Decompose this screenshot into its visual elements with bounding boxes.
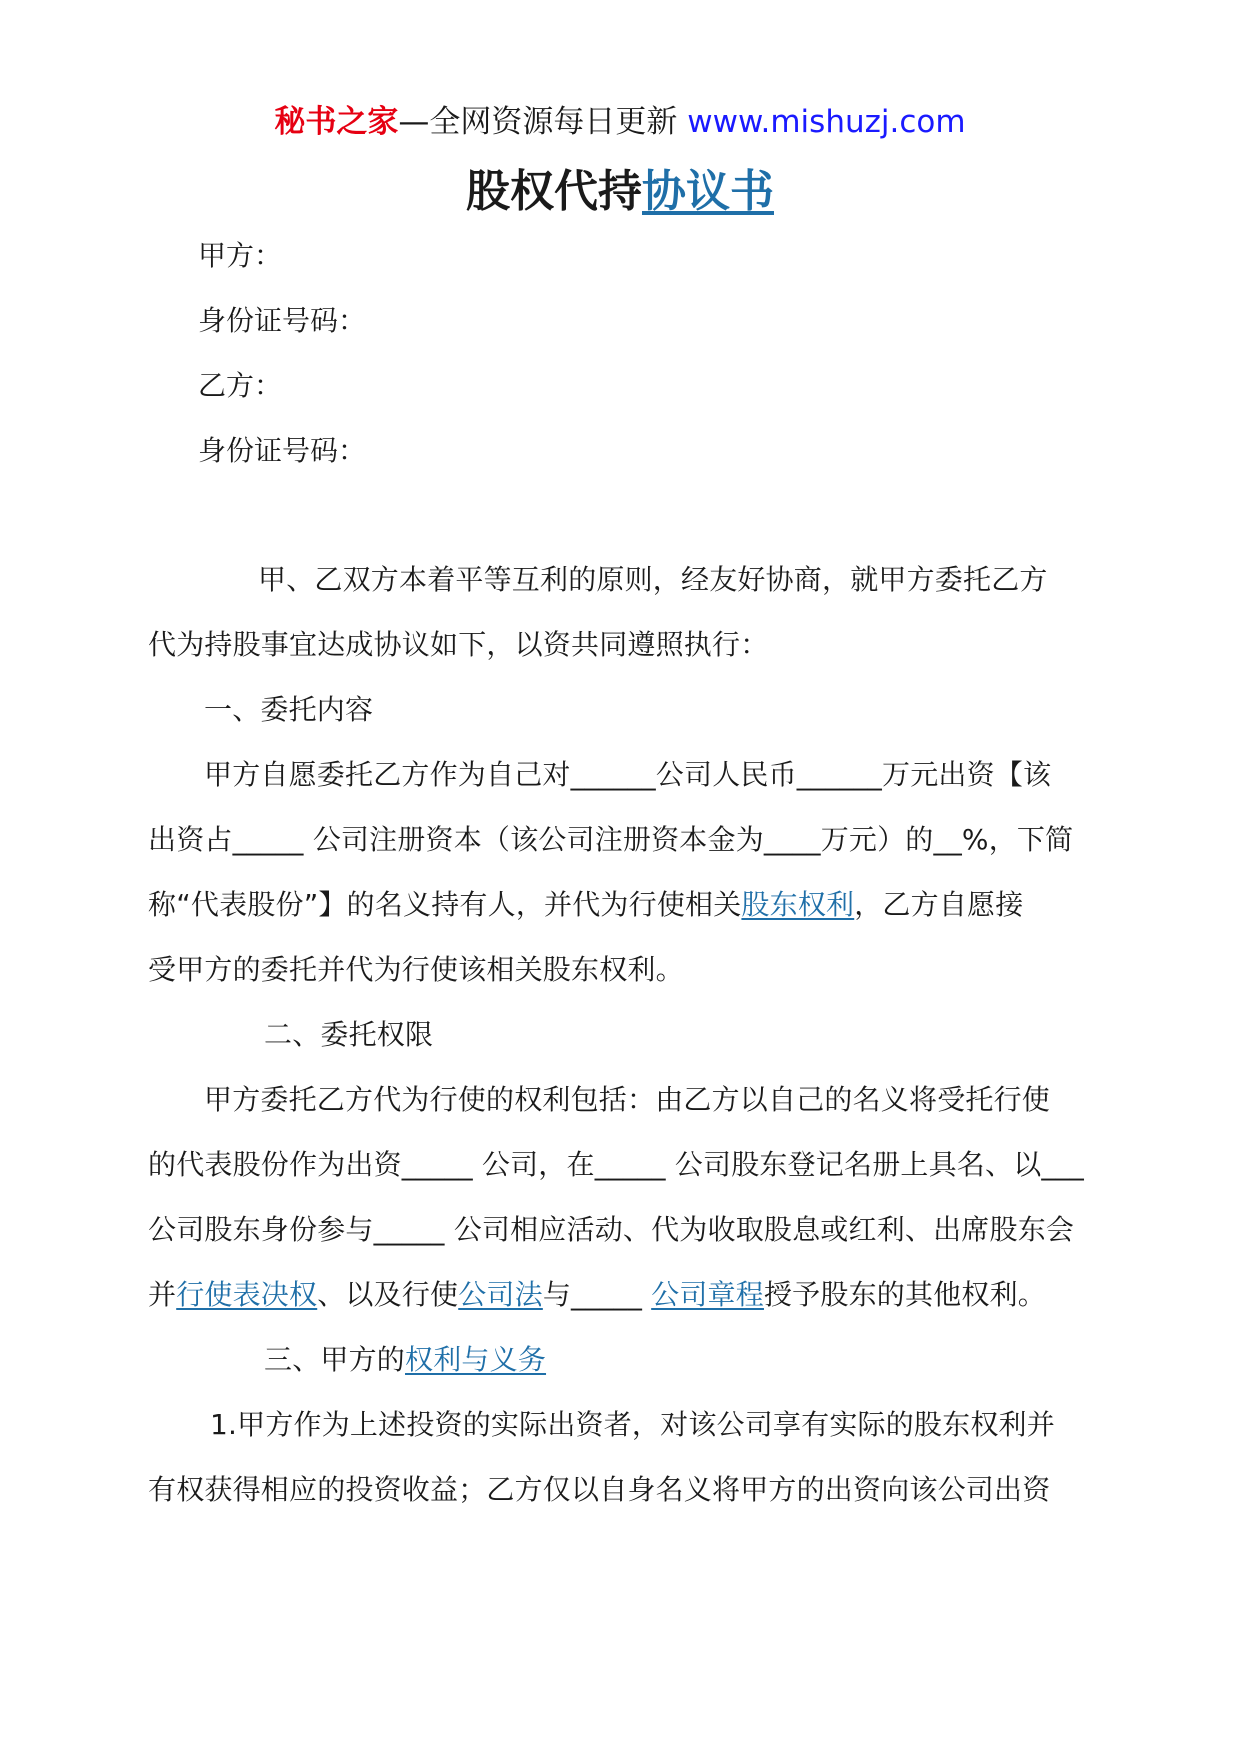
section-1-line: 出资占_____ 公司注册资本（该公司注册资本金为____万元）的__%，下简: [148, 823, 1074, 856]
section-3-line: 有权获得相应的投资收益；乙方仅以自身名义将甲方的出资向该公司出资: [148, 1473, 1051, 1506]
text-run: 授予股东的其他权利。: [763, 1278, 1046, 1311]
party-a-label: 甲方：: [198, 239, 283, 272]
section-1: [148, 677, 1098, 1002]
section-2-line: 公司股东身份参与_____ 公司相应活动、代为收取股息或红利、出席股东会: [148, 1213, 1075, 1246]
section-3: [148, 1327, 1098, 1522]
header-slogan: —全网资源每日更新: [398, 104, 688, 140]
document-title: [0, 162, 1240, 222]
section-2-line: 甲方委托乙方代为行使的权利包括：由乙方以自己的名义将受托行使: [204, 1083, 1051, 1116]
company-law-link[interactable]: 公司法: [458, 1278, 543, 1311]
text-run: 与_____: [542, 1278, 652, 1311]
section-3-line: 1.甲方作为上述投资的实际出资者，对该公司享有实际的股东权利并: [210, 1408, 1055, 1441]
text-run: ，乙方自愿接: [854, 888, 1024, 921]
text-run: 三、甲方的: [264, 1343, 406, 1376]
text-run: 称“代表股份”】的名义持有人，并代为行使相关: [148, 888, 742, 921]
title-text: 股权代持: [466, 166, 642, 217]
party-b-id-label: 身份证号码：: [198, 434, 367, 467]
intro-line: 甲、乙双方本着平等互利的原则，经友好协商，就甲方委托乙方: [258, 563, 1048, 596]
rights-obligations-link[interactable]: 权利与义务: [405, 1343, 547, 1376]
site-url[interactable]: www.mishuzj.com: [687, 104, 966, 140]
section-1-line: 受甲方的委托并代为行使该相关股东权利。: [148, 953, 684, 986]
text-run: 并: [148, 1278, 177, 1311]
party-a-id-label: 身份证号码：: [198, 304, 367, 337]
voting-rights-link[interactable]: 行使表决权: [176, 1278, 318, 1311]
shareholder-rights-link[interactable]: 股东权利: [741, 888, 855, 921]
section-1-line: [148, 872, 1098, 937]
party-b-label: 乙方：: [198, 369, 283, 402]
title-link[interactable]: 协议书: [642, 166, 774, 217]
section-1-heading: 一、委托内容: [204, 693, 374, 726]
intro-line: 代为持股事宜达成协议如下，以资共同遵照执行：: [148, 628, 769, 661]
section-2: [148, 1002, 1098, 1327]
site-header: [0, 100, 1240, 144]
section-1-line: 甲方自愿委托乙方作为自己对______公司人民币______万元出资【该: [204, 758, 1052, 791]
intro-paragraph: [148, 547, 1098, 677]
articles-of-association-link[interactable]: 公司章程: [651, 1278, 764, 1311]
text-run: 、以及行使: [317, 1278, 459, 1311]
section-2-line: 的代表股份作为出资_____ 公司，在_____ 公司股东登记名册上具名、以___: [148, 1148, 1085, 1181]
section-3-heading: [148, 1327, 1098, 1392]
section-2-heading: 二、委托权限: [264, 1018, 434, 1051]
section-2-line: [148, 1262, 1098, 1327]
brand-name: 秘书之家: [274, 104, 399, 140]
